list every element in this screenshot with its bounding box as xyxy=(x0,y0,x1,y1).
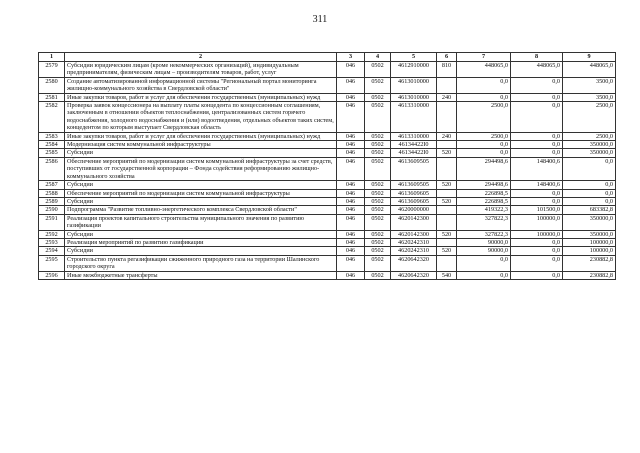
row-amount-7: 294498,6 xyxy=(457,181,511,189)
row-code-5: 4613310000 xyxy=(391,102,437,133)
header-cell: 1 xyxy=(39,53,65,62)
row-description: Проверка заявок концессионера на выплату платы концедента по концессионным соглашениям, заключенным в отношении объектов теплоснабжения, централизованных систем горячего водоснабжения, холодного водоснабжения и (или) водоотведения, отдельных объектов таких систем, концедентом по которым выступает Свердловская область xyxy=(65,102,337,133)
row-amount-9: 350000,0 xyxy=(563,230,616,238)
row-code-6: 240 xyxy=(437,93,457,101)
row-code-4: 0502 xyxy=(365,149,391,157)
row-amount-7: 294498,6 xyxy=(457,157,511,180)
row-code-3: 046 xyxy=(337,247,365,255)
row-description: Субсидии xyxy=(65,197,337,205)
row-amount-9: 3500,0 xyxy=(563,93,616,101)
row-amount-9: 350000,0 xyxy=(563,214,616,230)
header-cell: 6 xyxy=(437,53,457,62)
row-code-4: 0502 xyxy=(365,77,391,93)
row-number: 2591 xyxy=(39,214,65,230)
row-code-6: 520 xyxy=(437,149,457,157)
row-code-6 xyxy=(437,206,457,214)
row-number: 2584 xyxy=(39,141,65,149)
row-amount-8: 100000,0 xyxy=(511,214,563,230)
table-row xyxy=(39,77,616,93)
table-row xyxy=(39,238,616,246)
row-code-5: 46134422I0 xyxy=(391,141,437,149)
table-row xyxy=(39,255,616,271)
row-amount-7: 226898,5 xyxy=(457,189,511,197)
row-description: Модернизация систем коммунальной инфраструктуры xyxy=(65,141,337,149)
row-number: 2594 xyxy=(39,247,65,255)
row-amount-7: 419322,3 xyxy=(457,206,511,214)
row-amount-9: 0,0 xyxy=(563,181,616,189)
row-code-4: 0502 xyxy=(365,132,391,140)
row-amount-7: 0,0 xyxy=(457,149,511,157)
budget-table xyxy=(38,52,616,280)
row-code-4: 0502 xyxy=(365,189,391,197)
row-code-4: 0502 xyxy=(365,62,391,78)
table-row xyxy=(39,214,616,230)
table-row xyxy=(39,271,616,279)
row-code-4: 0502 xyxy=(365,157,391,180)
header-cell: 4 xyxy=(365,53,391,62)
row-amount-9: 100000,0 xyxy=(563,247,616,255)
row-code-6: 240 xyxy=(437,132,457,140)
table-row xyxy=(39,230,616,238)
table-row xyxy=(39,157,616,180)
row-amount-7: 327822,3 xyxy=(457,230,511,238)
row-amount-7: 0,0 xyxy=(457,141,511,149)
row-code-3: 046 xyxy=(337,132,365,140)
header-cell: 5 xyxy=(391,53,437,62)
row-code-4: 0502 xyxy=(365,238,391,246)
header-row xyxy=(39,53,616,62)
row-amount-9: 0,0 xyxy=(563,197,616,205)
row-code-3: 046 xyxy=(337,157,365,180)
row-amount-7: 226898,5 xyxy=(457,197,511,205)
row-code-6: 520 xyxy=(437,181,457,189)
row-amount-7: 0,0 xyxy=(457,77,511,93)
row-number: 2589 xyxy=(39,197,65,205)
row-amount-7: 0,0 xyxy=(457,271,511,279)
row-amount-8: 148400,6 xyxy=(511,157,563,180)
row-code-6: 520 xyxy=(437,230,457,238)
row-code-3: 046 xyxy=(337,62,365,78)
row-description: Реализация проектов капитального строительства муниципального значения по развитию газификации xyxy=(65,214,337,230)
table-row xyxy=(39,247,616,255)
row-code-6: 520 xyxy=(437,247,457,255)
row-code-4: 0502 xyxy=(365,214,391,230)
row-amount-9: 0,0 xyxy=(563,189,616,197)
row-description: Реализация мероприятий по развитию газификации xyxy=(65,238,337,246)
row-amount-7: 0,0 xyxy=(457,93,511,101)
header-cell: 2 xyxy=(65,53,337,62)
row-description: Субсидии xyxy=(65,247,337,255)
row-amount-8: 0,0 xyxy=(511,247,563,255)
row-code-3: 046 xyxy=(337,214,365,230)
row-code-3: 046 xyxy=(337,102,365,133)
table-row xyxy=(39,141,616,149)
row-number: 2581 xyxy=(39,93,65,101)
row-code-4: 0502 xyxy=(365,206,391,214)
row-amount-9: 350000,0 xyxy=(563,149,616,157)
row-description: Субсидии xyxy=(65,230,337,238)
row-number: 2588 xyxy=(39,189,65,197)
row-description: Создание автоматизированной информационной системы "Региональный портал мониторинга жилищно-коммунального хозяйства в Свердловской области" xyxy=(65,77,337,93)
header-cell: 3 xyxy=(337,53,365,62)
row-amount-8: 148400,6 xyxy=(511,181,563,189)
row-number: 2592 xyxy=(39,230,65,238)
row-number: 2596 xyxy=(39,271,65,279)
row-code-5: 4613609505 xyxy=(391,181,437,189)
row-code-5: 46134422I0 xyxy=(391,149,437,157)
header-cell: 7 xyxy=(457,53,511,62)
row-code-6 xyxy=(437,157,457,180)
row-code-3: 046 xyxy=(337,197,365,205)
row-code-5: 4620642320 xyxy=(391,255,437,271)
row-amount-8: 0,0 xyxy=(511,141,563,149)
table-row xyxy=(39,197,616,205)
row-code-6 xyxy=(437,214,457,230)
row-amount-7: 327822,3 xyxy=(457,214,511,230)
row-code-3: 046 xyxy=(337,149,365,157)
row-amount-8: 0,0 xyxy=(511,77,563,93)
table-row xyxy=(39,132,616,140)
row-amount-8: 0,0 xyxy=(511,189,563,197)
row-description: Субсидии xyxy=(65,181,337,189)
row-amount-9: 0,0 xyxy=(563,157,616,180)
row-code-5: 4613010000 xyxy=(391,77,437,93)
table-row xyxy=(39,189,616,197)
row-description: Субсидии xyxy=(65,149,337,157)
row-number: 2587 xyxy=(39,181,65,189)
row-code-5: 4613310000 xyxy=(391,132,437,140)
row-code-4: 0502 xyxy=(365,230,391,238)
row-amount-9: 2500,0 xyxy=(563,102,616,133)
table-body xyxy=(39,62,616,280)
row-amount-7: 2500,0 xyxy=(457,102,511,133)
row-amount-9: 3500,0 xyxy=(563,77,616,93)
row-code-5: 4620242310 xyxy=(391,238,437,246)
row-code-6 xyxy=(437,255,457,271)
row-description: Строительство пункта регазификации сжиженного природного газа на территории Шалинского городского округа xyxy=(65,255,337,271)
row-amount-9: 448065,0 xyxy=(563,62,616,78)
row-code-5: 4613010000 xyxy=(391,93,437,101)
row-description: Обеспечение мероприятий по модернизации систем коммунальной инфраструктуры xyxy=(65,189,337,197)
row-amount-9: 683382,8 xyxy=(563,206,616,214)
row-amount-7: 2500,0 xyxy=(457,132,511,140)
row-amount-8: 101500,0 xyxy=(511,206,563,214)
row-number: 2586 xyxy=(39,157,65,180)
row-code-5: 4620000000 xyxy=(391,206,437,214)
row-amount-8: 448065,0 xyxy=(511,62,563,78)
row-amount-9: 350000,0 xyxy=(563,141,616,149)
header-cell: 8 xyxy=(511,53,563,62)
header-cell: 9 xyxy=(563,53,616,62)
row-code-3: 046 xyxy=(337,189,365,197)
row-description: Иные закупки товаров, работ и услуг для обеспечения государственных (муниципальных) нужд xyxy=(65,93,337,101)
table-row xyxy=(39,149,616,157)
row-amount-7: 0,0 xyxy=(457,255,511,271)
row-amount-7: 90000,0 xyxy=(457,247,511,255)
row-number: 2595 xyxy=(39,255,65,271)
row-code-6: 810 xyxy=(437,62,457,78)
row-description: Обеспечение мероприятий по модернизации систем коммунальной инфраструктуры за счет средств, поступивших от государственной корпорации – Фонда содействия реформированию жилищно-коммунального хозяйства xyxy=(65,157,337,180)
row-code-6 xyxy=(437,141,457,149)
table-row xyxy=(39,62,616,78)
row-code-4: 0502 xyxy=(365,141,391,149)
row-code-5: 4620142300 xyxy=(391,230,437,238)
row-amount-9: 2500,0 xyxy=(563,132,616,140)
row-number: 2590 xyxy=(39,206,65,214)
row-amount-9: 230882,8 xyxy=(563,255,616,271)
row-description: Субсидии юридическим лицам (кроме некоммерческих организаций), индивидуальным предпринимателям, физическим лицам – производителям товаров, работ, услуг xyxy=(65,62,337,78)
row-number: 2593 xyxy=(39,238,65,246)
table-row xyxy=(39,181,616,189)
row-code-5: 4613609605 xyxy=(391,189,437,197)
row-amount-7: 448065,0 xyxy=(457,62,511,78)
row-code-4: 0502 xyxy=(365,255,391,271)
row-code-6: 520 xyxy=(437,197,457,205)
row-code-4: 0502 xyxy=(365,197,391,205)
row-code-3: 046 xyxy=(337,181,365,189)
row-code-3: 046 xyxy=(337,141,365,149)
row-code-6: 540 xyxy=(437,271,457,279)
row-number: 2580 xyxy=(39,77,65,93)
row-amount-8: 0,0 xyxy=(511,271,563,279)
row-number: 2582 xyxy=(39,102,65,133)
row-code-5: 4620642320 xyxy=(391,271,437,279)
row-code-3: 046 xyxy=(337,271,365,279)
row-code-6 xyxy=(437,238,457,246)
row-code-5: 4613609605 xyxy=(391,197,437,205)
row-code-3: 046 xyxy=(337,93,365,101)
row-amount-9: 230882,8 xyxy=(563,271,616,279)
row-code-5: 4612910000 xyxy=(391,62,437,78)
row-code-6 xyxy=(437,77,457,93)
row-description: Подпрограмма "Развитие топливно-энергетического комплекса Свердловской области" xyxy=(65,206,337,214)
table-row xyxy=(39,206,616,214)
row-description: Иные межбюджетные трансферты xyxy=(65,271,337,279)
row-amount-8: 0,0 xyxy=(511,93,563,101)
row-code-4: 0502 xyxy=(365,247,391,255)
row-amount-8: 0,0 xyxy=(511,197,563,205)
row-code-5: 4620142300 xyxy=(391,214,437,230)
row-code-5: 4620242310 xyxy=(391,247,437,255)
row-code-4: 0502 xyxy=(365,181,391,189)
row-code-3: 046 xyxy=(337,238,365,246)
row-amount-7: 90000,0 xyxy=(457,238,511,246)
page-number: 311 xyxy=(312,14,328,25)
row-code-4: 0502 xyxy=(365,93,391,101)
row-code-4: 0502 xyxy=(365,271,391,279)
row-code-6 xyxy=(437,102,457,133)
row-number: 2585 xyxy=(39,149,65,157)
table-row xyxy=(39,102,616,133)
row-code-4: 0502 xyxy=(365,102,391,133)
row-amount-8: 0,0 xyxy=(511,238,563,246)
row-code-3: 046 xyxy=(337,77,365,93)
row-number: 2583 xyxy=(39,132,65,140)
row-code-3: 046 xyxy=(337,206,365,214)
row-amount-8: 0,0 xyxy=(511,102,563,133)
row-amount-9: 100000,0 xyxy=(563,238,616,246)
row-code-3: 046 xyxy=(337,255,365,271)
row-code-6 xyxy=(437,189,457,197)
row-amount-8: 100000,0 xyxy=(511,230,563,238)
row-number: 2579 xyxy=(39,62,65,78)
row-amount-8: 0,0 xyxy=(511,132,563,140)
row-code-5: 4613609505 xyxy=(391,157,437,180)
row-code-3: 046 xyxy=(337,230,365,238)
row-amount-8: 0,0 xyxy=(511,255,563,271)
row-description: Иные закупки товаров, работ и услуг для обеспечения государственных (муниципальных) нужд xyxy=(65,132,337,140)
table-row xyxy=(39,93,616,101)
row-amount-8: 0,0 xyxy=(511,149,563,157)
